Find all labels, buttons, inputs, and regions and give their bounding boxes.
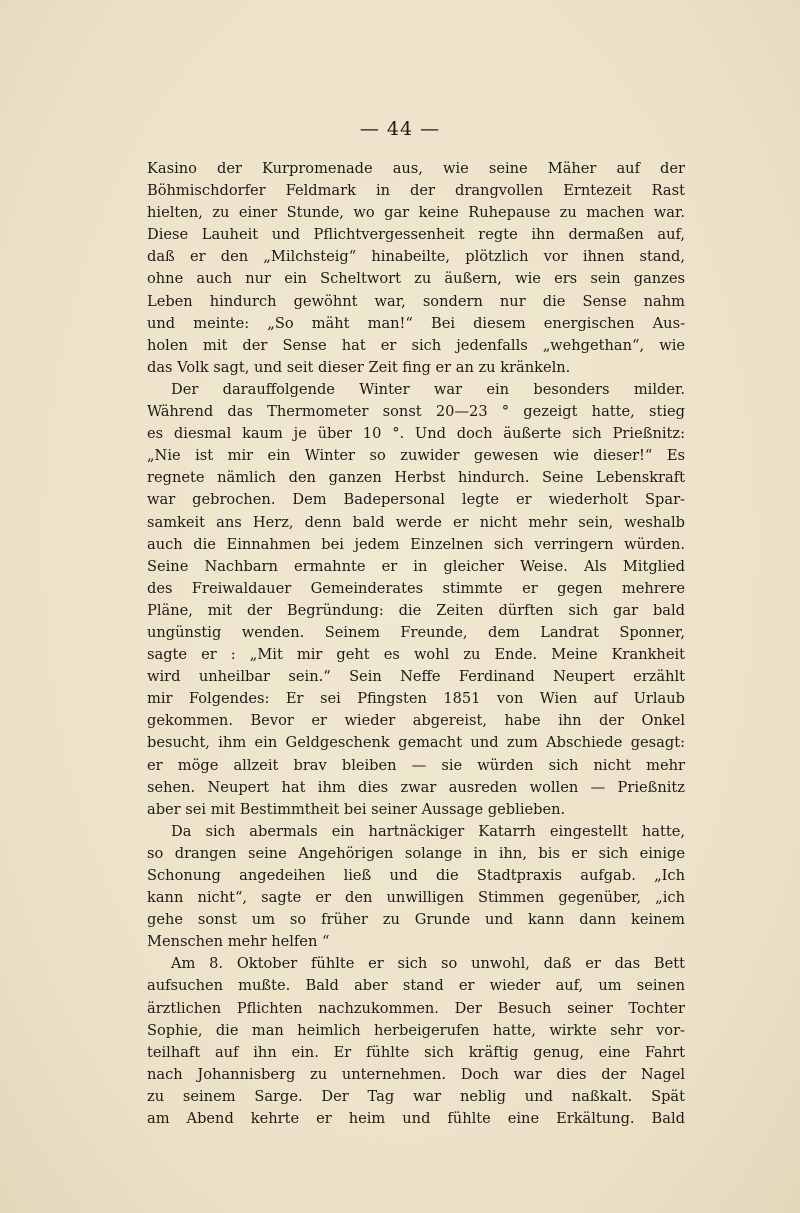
text-line: gekommen. Bevor er wieder abgereist, habe ihn der Onkel: [147, 712, 685, 730]
text-line: Schonung angedeihen ließ und die Stadtpraxis aufgab. „Ich: [147, 867, 685, 884]
text-line: er möge allzeit brav bleiben — sie würden sich nicht mehr: [147, 756, 685, 774]
text-line: auch die Einnahmen bei jedem Einzelnen sich verringern würden.: [147, 535, 685, 553]
text-line: sehen. Neupert hat ihm dies zwar ausreden wollen — Prießnitz: [147, 778, 685, 796]
text-line: Leben hindurch gewöhnt war, sondern nur die Sense nahm: [147, 292, 685, 310]
text-line: besucht, ihm ein Geldgeschenk gemacht und zum Abschiede gesagt:: [147, 734, 685, 752]
text-line: kann nicht“, sagte er den unwilligen Stimmen gegenüber, „ich: [147, 889, 685, 907]
text-line: Der darauffolgende Winter war ein besonders milder.: [171, 380, 685, 398]
text-line: Am 8. Oktober fühlte er sich so unwohl, daß er das Bett: [171, 955, 685, 973]
body-text: [147, 158, 685, 1130]
text-line: regnete nämlich den ganzen Herbst hindurch. Seine Lebenskraft: [147, 469, 685, 487]
text-line: aber sei mit Bestimmtheit bei seiner Aussage geblieben.: [147, 800, 566, 818]
text-line: nach Johannisberg zu unternehmen. Doch war dies der Nagel: [147, 1065, 685, 1083]
text-line: gehe sonst um so früher zu Grunde und kann dann keinem: [147, 911, 685, 929]
text-line: sagte er : „Mit mir geht es wohl zu Ende. Meine Krankheit: [147, 646, 685, 664]
text-line: des Freiwaldauer Gemeinderates stimmte er gegen mehrere: [147, 579, 685, 597]
text-line: teilhaft auf ihn ein. Er fühlte sich kräftig genug, eine Fahrt: [147, 1043, 685, 1061]
text-line: ärztlichen Pflichten nachzukommen. Der Besuch seiner Tochter: [147, 999, 685, 1017]
text-line: so drangen seine Angehörigen solange in ihn, bis er sich einige: [147, 844, 685, 862]
text-line: es diesmal kaum je über 10 °. Und doch äußerte sich Prießnitz:: [147, 425, 685, 443]
text-line: Kasino der Kurpromenade aus, wie seine Mäher auf der: [147, 160, 685, 177]
text-line: Böhmischdorfer Feldmark in der drangvollen Erntezeit Rast: [147, 182, 685, 200]
text-line: holen mit der Sense hat er sich jedenfalls „wehgethan“, wie: [147, 336, 685, 354]
text-line: Pläne, mit der Begründung: die Zeiten dürften sich gar bald: [147, 601, 685, 619]
text-line: samkeit ans Herz, denn bald werde er nicht mehr sein, weshalb: [147, 513, 685, 531]
text-line: mir Folgendes: Er sei Pfingsten 1851 von Wien auf Urlaub: [147, 690, 685, 708]
text-line: hielten, zu einer Stunde, wo gar keine Ruhepause zu machen war.: [147, 204, 685, 222]
text-line: Menschen mehr helfen “: [147, 933, 330, 951]
text-line: Diese Lauheit und Pflichtvergessenheit regte ihn dermaßen auf,: [147, 226, 685, 244]
text-line: ohne auch nur ein Scheltwort zu äußern, wie ers sein ganzes: [147, 270, 685, 288]
text-line: wird unheilbar sein.“ Sein Neffe Ferdinand Neupert erzählt: [147, 668, 685, 686]
text-line: Da sich abermals ein hartnäckiger Katarrh eingestellt hatte,: [171, 822, 685, 840]
text-line: daß er den „Milchsteig“ hinabeilte, plötzlich vor ihnen stand,: [147, 248, 685, 266]
page-number: — 44 —: [359, 118, 441, 140]
text-line: das Volk sagt, und seit dieser Zeit fing er an zu kränkeln.: [147, 358, 571, 376]
text-line: war gebrochen. Dem Badepersonal legte er wiederholt Spar-: [147, 491, 685, 509]
text-line: „Nie ist mir ein Winter so zuwider gewesen wie dieser!“ Es: [147, 447, 685, 465]
text-line: aufsuchen mußte. Bald aber stand er wieder auf, um seinen: [147, 977, 685, 995]
text-line: Während das Thermometer sonst 20—23 ° gezeigt hatte, stieg: [147, 403, 685, 421]
text-line: zu seinem Sarge. Der Tag war neblig und naßkalt. Spät: [147, 1087, 685, 1105]
text-line: am Abend kehrte er heim und fühlte eine Erkältung. Bald: [147, 1110, 685, 1128]
text-line: und meinte: „So mäht man!“ Bei diesem energischen Aus-: [147, 314, 685, 332]
text-line: ungünstig wenden. Seinem Freunde, dem Landrat Sponner,: [147, 623, 685, 641]
text-line: Seine Nachbarn ermahnte er in gleicher Weise. Als Mitglied: [147, 557, 685, 575]
text-line: Sophie, die man heimlich herbeigerufen hatte, wirkte sehr vor-: [147, 1021, 685, 1039]
